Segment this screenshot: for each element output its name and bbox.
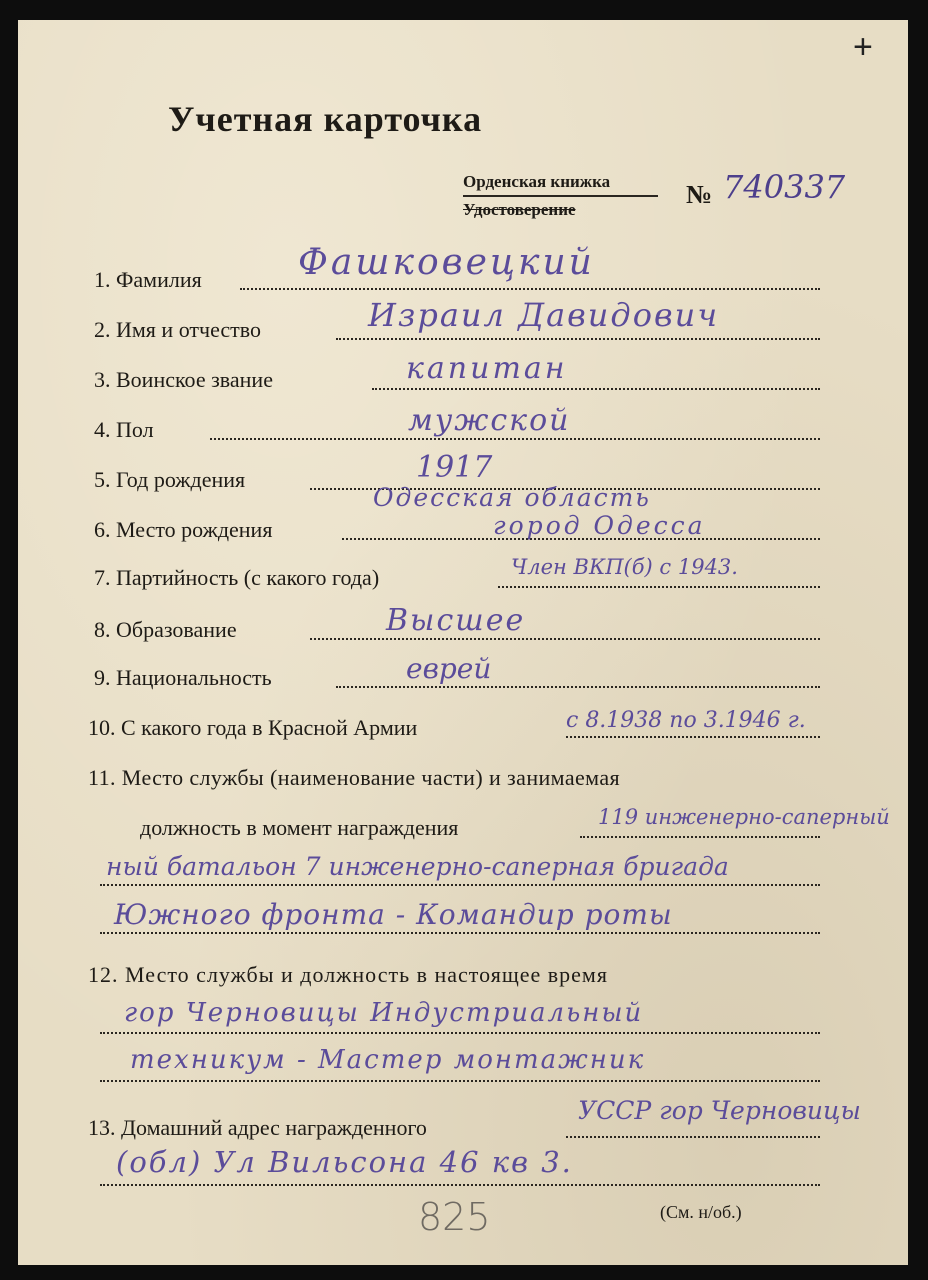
field-11-value-line1: 119 инженерно-саперный	[598, 805, 890, 829]
field-1-line	[240, 288, 820, 290]
field-label: Пол	[116, 417, 154, 442]
field-label: С какого года в Красной Армии	[121, 715, 418, 740]
field-11-line1	[580, 836, 820, 838]
field-number: 10.	[88, 715, 116, 740]
separator-line	[463, 195, 658, 197]
field-13-line1	[566, 1136, 820, 1138]
field-13-line2	[100, 1184, 820, 1186]
number-sign: №	[686, 180, 713, 209]
field-8-label	[94, 617, 237, 643]
field-number: 5.	[94, 467, 111, 492]
field-number: 1.	[94, 267, 111, 292]
field-number: 4.	[94, 417, 111, 442]
field-number: 8.	[94, 617, 111, 642]
field-9-value: еврей	[406, 652, 492, 685]
field-4-line	[210, 438, 820, 440]
field-label: Воинское звание	[116, 367, 273, 392]
field-label: Место службы и должность в настоящее время	[125, 962, 608, 987]
field-9-line	[336, 686, 820, 688]
field-4-label	[94, 417, 154, 443]
field-10-label	[88, 715, 417, 741]
field-number: 7.	[94, 565, 111, 590]
field-number: 3.	[94, 367, 111, 392]
field-12-line1	[100, 1032, 820, 1034]
field-1-value: Фашковецкий	[298, 242, 595, 283]
field-6-value-line2: город Одесса	[493, 511, 706, 540]
field-number: 6.	[94, 517, 111, 542]
field-6-label	[94, 517, 272, 543]
field-7-label	[94, 565, 379, 591]
field-label: Фамилия	[116, 267, 202, 292]
field-11-value-line3: Южного фронта - Командир роты	[114, 898, 673, 931]
field-number: 9.	[94, 665, 111, 690]
field-label: Место рождения	[116, 517, 273, 542]
field-12-line2	[100, 1080, 820, 1082]
field-label: Партийность (с какого года)	[116, 565, 380, 590]
field-11-label-line2: должность в момент награждения	[140, 815, 459, 840]
field-8-line	[310, 638, 820, 640]
field-6-value-line1: Одесская область	[373, 483, 651, 512]
field-13-value-line1: УССР гор Черновицы	[578, 1096, 861, 1125]
field-2-value: Израил Давидович	[368, 296, 720, 334]
field-11-label-line1	[88, 765, 620, 791]
document-type-certificate: Удостоверение	[463, 200, 576, 219]
field-3-line	[372, 388, 820, 390]
field-number: 11.	[88, 765, 116, 790]
field-11-line2	[100, 884, 820, 886]
field-number: 12.	[88, 962, 119, 987]
field-3-label	[94, 367, 273, 393]
field-13-label	[88, 1115, 427, 1141]
field-10-line	[566, 736, 820, 738]
card-title: Учетная карточка	[168, 99, 483, 139]
see-reverse-note: (См. н/об.)	[660, 1202, 742, 1222]
field-label: Образование	[116, 617, 237, 642]
field-8-value: Высшее	[386, 603, 526, 638]
record-card	[18, 20, 908, 1265]
field-number: 13.	[88, 1115, 116, 1140]
field-7-value: Член ВКП(б) с 1943.	[511, 555, 738, 579]
field-3-value: капитан	[406, 351, 568, 386]
field-12-label	[88, 962, 608, 988]
field-label: Домашний адрес награжденного	[121, 1115, 427, 1140]
field-12-value-line2: техникум - Мастер монтажник	[130, 1045, 646, 1075]
field-label: Имя и отчество	[116, 317, 262, 342]
field-11-value-line2: ный батальон 7 инженерно-саперная бригада	[106, 852, 729, 881]
field-2-label	[94, 317, 261, 343]
field-5-label	[94, 467, 245, 493]
field-1-label	[94, 267, 202, 293]
field-4-value: мужской	[408, 403, 571, 438]
pencil-number: 825	[418, 1195, 491, 1239]
field-2-line	[336, 338, 820, 340]
corner-mark: +	[853, 28, 873, 66]
field-9-label	[94, 665, 272, 691]
number-value: 740337	[723, 168, 846, 206]
field-number: 2.	[94, 317, 111, 342]
field-12-value-line1: гор Черновицы Индустриальный	[124, 998, 644, 1028]
field-7-line	[498, 586, 820, 588]
field-10-value: с 8.1938 по 3.1946 г.	[566, 708, 806, 733]
field-label: Место службы (наименование части) и занимаемая	[121, 765, 621, 790]
field-13-value-line2: (обл) Ул Вильсона 46 кв 3.	[116, 1145, 573, 1179]
document-type-order-book: Орденская книжка	[463, 172, 611, 191]
field-11-line3	[100, 932, 820, 934]
field-label: Национальность	[116, 665, 272, 690]
field-5-value: 1917	[416, 450, 493, 485]
field-label: Год рождения	[116, 467, 246, 492]
